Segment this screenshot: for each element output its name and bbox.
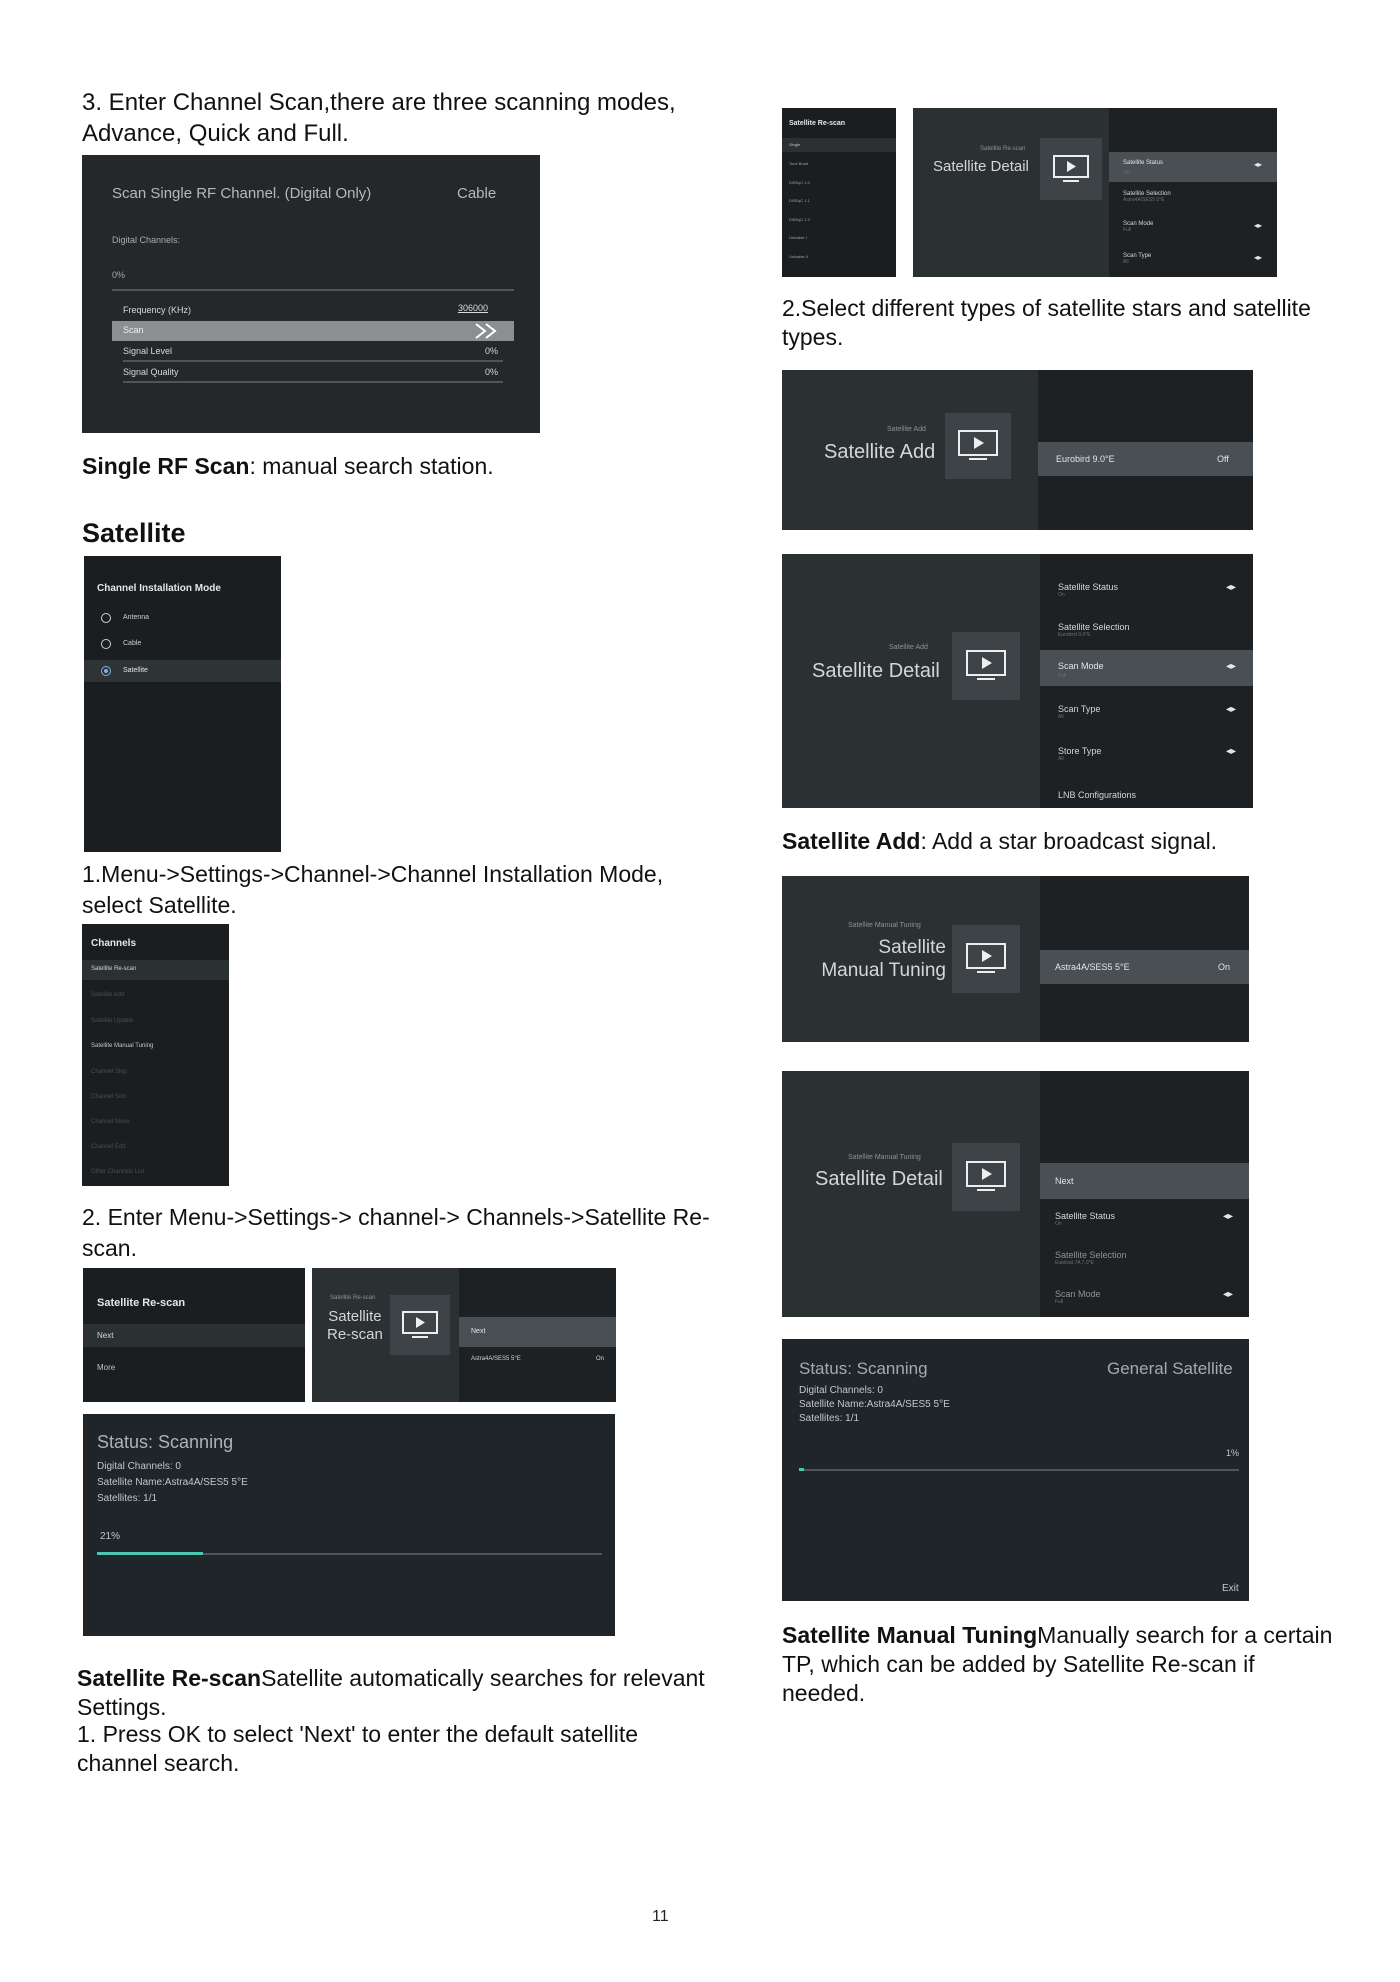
left-right-arrows-icon: ◂▸	[1226, 661, 1237, 672]
manual-scanning-percent: 1%	[1226, 1448, 1240, 1458]
tv-tile	[945, 413, 1011, 479]
rf-frequency-label: Frequency (KHz)	[123, 305, 192, 315]
manual-title	[806, 936, 946, 982]
single-rf-caption	[82, 452, 494, 481]
add-detail-lnb[interactable]: LNB Configurations	[1058, 790, 1137, 800]
rf-frequency-value[interactable]: 306000	[458, 303, 489, 313]
option-cable-label: Cable	[123, 640, 142, 647]
manual-scanning-exit[interactable]: Exit	[1222, 1583, 1239, 1594]
manual-scanning-digital: Digital Channels: 0	[799, 1385, 883, 1396]
double-chevron-right-icon	[472, 322, 504, 340]
add-detail-scantype-row[interactable]	[1058, 704, 1248, 720]
manual-satellite-row[interactable]	[1040, 950, 1249, 984]
scanning-satellites: Satellites: 1/1	[97, 1493, 158, 1504]
installation-mode-screenshot	[84, 556, 281, 852]
tv-play-icon	[964, 649, 1008, 683]
add-detail-storetype-sub: All	[1058, 756, 1064, 762]
manual-sat-name: Astra4A/SES5 5°E	[1055, 962, 1130, 972]
rescan-caption	[77, 1664, 707, 1722]
right-rescan-scanmode-label: Scan Mode	[1123, 221, 1154, 227]
channels-item-label: Satellite Re-scan	[91, 966, 137, 972]
radio-selected-icon	[101, 666, 111, 676]
single-rf-text: : manual search station.	[249, 453, 494, 479]
add-detail-status-row[interactable]	[1058, 582, 1248, 598]
add-panel	[1038, 370, 1253, 530]
rescan-menu-screenshot	[83, 1268, 305, 1402]
manual-detail-status-label: Satellite Status	[1055, 1211, 1116, 1221]
option-satellite-label: Satellite	[123, 667, 148, 674]
satellite-add-screenshot	[782, 370, 1253, 530]
manual-detail-status-sub: On	[1055, 1221, 1062, 1227]
manual-detail-small: Satellite Manual Tuning	[848, 1154, 921, 1161]
rf-title: Scan Single RF Channel. (Digital Only)	[112, 185, 372, 202]
add-detail-status-sub: On	[1058, 592, 1065, 598]
manual-title-1: Satellite	[878, 937, 946, 958]
tv-tile	[952, 632, 1020, 700]
manual-scanning-status: Status: Scanning	[799, 1359, 928, 1378]
add-detail-screenshot	[782, 554, 1253, 808]
add-detail-scanmode-label: Scan Mode	[1058, 661, 1104, 671]
manual-detail-selection-label: Satellite Selection	[1055, 1250, 1127, 1260]
channels-item-update[interactable]: Satellite Update	[91, 1018, 134, 1024]
rescan-detail-title-1: Satellite	[328, 1308, 382, 1325]
channels-item-manual[interactable]: Satellite Manual Tuning	[91, 1043, 154, 1049]
channels-item-skip[interactable]: Channel Skip	[91, 1069, 127, 1075]
add-small: Satellite Add	[887, 426, 926, 433]
right-rescan-panel	[1109, 108, 1277, 277]
option-antenna[interactable]	[84, 607, 281, 629]
channels-item-rescan[interactable]	[82, 960, 229, 980]
rescan-detail-title-2: Re-scan	[327, 1326, 383, 1343]
rf-progress-track	[112, 289, 514, 291]
left-right-arrows-icon: ◂▸	[1226, 704, 1237, 715]
rf-signal-level-bar	[123, 360, 503, 362]
right-rescan-selection-row[interactable]	[1123, 191, 1171, 203]
manual-scanning-sat-name: Satellite Name:Astra4A/SES5 5°E	[799, 1399, 950, 1410]
step2-text: 2. Enter Menu->Settings-> channel-> Channels->Satellite Re-scan.	[82, 1204, 710, 1261]
manual-text: Manually search for a certain TP, which can be added by Satellite Re-scan if needed.	[782, 1622, 1333, 1706]
rescan-menu-more[interactable]: More	[97, 1363, 116, 1372]
rescan-list-screenshot	[782, 108, 896, 277]
channels-item-add[interactable]: Satellite Add	[91, 992, 125, 998]
rf-scan-label: Scan	[123, 325, 144, 335]
right-rescan-status-sub: On	[1123, 170, 1130, 176]
tv-play-icon	[1051, 154, 1091, 184]
rescan-detail-screenshot	[312, 1268, 616, 1402]
right-rescan-status-row[interactable]	[1109, 152, 1277, 182]
manual-detail-scanmode-label: Scan Mode	[1055, 1289, 1101, 1299]
page-number: 11	[652, 1908, 669, 1925]
add-detail-storetype-label: Store Type	[1058, 746, 1102, 756]
right-rescan-selection-sub: Astra4A/SES5 5°E	[1123, 197, 1165, 203]
add-detail-storetype-row[interactable]	[1058, 746, 1248, 762]
rescan-list-single[interactable]	[782, 138, 896, 152]
step1-text: 1.Menu->Settings->Channel->Channel Installation Mode, select Satellite.	[82, 861, 664, 918]
manual-scanning-progress-fill	[799, 1468, 804, 1471]
add-detail-selection-label: Satellite Selection	[1058, 622, 1130, 632]
tv-play-icon	[964, 1160, 1008, 1194]
rescan-detail-sat-state: On	[596, 1356, 605, 1362]
add-satellite-row[interactable]	[1038, 442, 1253, 476]
manual-detail-panel	[1040, 1071, 1249, 1317]
left-right-arrows-icon: ◂▸	[1226, 746, 1237, 757]
right-step2-text: 2.Select different types of satellite stars and satellite types.	[782, 295, 1311, 350]
right-rescan-status-label: Satellite Status	[1123, 160, 1164, 166]
scanning-digital: Digital Channels: 0	[97, 1461, 181, 1472]
right-rescan-scanmode-row[interactable]	[1123, 221, 1273, 233]
rescan-list-diseqc11[interactable]: DiSEqC 1.1	[789, 198, 810, 203]
tv-play-icon	[956, 429, 1000, 463]
tv-play-icon	[400, 1310, 440, 1340]
rf-signal-level-label: Signal Level	[123, 346, 173, 356]
single-rf-bold: Single RF Scan	[82, 453, 250, 479]
rescan-list-title: Satellite Re-scan	[789, 120, 846, 127]
tv-tile	[952, 1143, 1020, 1211]
option-satellite[interactable]	[84, 660, 281, 682]
add-detail-panel	[1040, 554, 1253, 808]
rf-scan-row[interactable]	[112, 321, 514, 341]
add-detail-scanmode-sub: Full	[1058, 673, 1067, 679]
rescan-list-tone[interactable]: Tone Burst	[789, 161, 809, 166]
rescan-list-diseqc12[interactable]: DiSEqC 1.2	[789, 217, 810, 222]
manual-caption	[782, 1621, 1342, 1708]
rescan-detail-title	[327, 1308, 383, 1344]
press-ok-text: 1. Press OK to select 'Next' to enter the default satellite channel search.	[77, 1721, 639, 1776]
channels-item-move[interactable]: Channel Move	[91, 1119, 130, 1125]
right-rescan-title: Satellite Detail	[933, 158, 1029, 175]
tv-play-icon	[964, 942, 1008, 976]
rescan-bold: Satellite Re-scan	[77, 1665, 262, 1691]
rf-percent: 0%	[112, 270, 126, 280]
manual-detail-status-row[interactable]	[1055, 1211, 1245, 1227]
add-detail-scantype-sub: All	[1058, 714, 1064, 720]
rf-mode: Cable	[457, 185, 497, 202]
rf-scan-screenshot	[82, 155, 540, 433]
tv-tile	[390, 1295, 450, 1355]
add-title: Satellite Add	[824, 441, 936, 463]
manual-detail-selection-sub: Eutelsat 7A 7.0°E	[1055, 1260, 1094, 1266]
left-right-arrows-icon: ◂▸	[1223, 1211, 1234, 1222]
rf-signal-level-value: 0%	[485, 346, 499, 356]
add-detail-title: Satellite Detail	[812, 660, 940, 682]
add-detail-selection-sub: Eurobird 9.0°E	[1058, 632, 1091, 638]
channels-title: Channels	[91, 938, 137, 949]
add-caption	[782, 827, 1217, 856]
manual-detail-screenshot	[782, 1071, 1249, 1317]
rescan-detail-sat-name[interactable]: Astra4A/SES5 5°E	[471, 1356, 521, 1362]
rescan-list-unicable1[interactable]: Unicable I	[789, 235, 807, 240]
manual-bold: Satellite Manual Tuning	[782, 1622, 1038, 1648]
step3-text: 3. Enter Channel Scan,there are three scanning modes, Advance, Quick and Full.	[82, 89, 676, 147]
rescan-list-single-label: Single	[789, 142, 801, 147]
manual-title-2: Manual Tuning	[821, 960, 946, 981]
add-bold: Satellite Add	[782, 828, 921, 854]
tv-tile	[952, 925, 1020, 993]
radio-empty-icon	[101, 613, 111, 623]
add-sat-name: Eurobird 9.0°E	[1056, 454, 1115, 464]
manual-small: Satellite Manual Tuning	[848, 922, 921, 929]
channels-item-sort[interactable]: Channel Sort	[91, 1094, 127, 1100]
scanning-progress-track	[97, 1553, 602, 1555]
manual-scanning-screenshot	[782, 1339, 1249, 1601]
right-rescan-scantype-label: Scan Type	[1123, 253, 1152, 259]
option-cable[interactable]	[84, 633, 281, 655]
right-rescan-small: Satellite Re-scan	[980, 146, 1026, 152]
manual-scanning-satellites: Satellites: 1/1	[799, 1413, 860, 1424]
manual-sat-state: On	[1218, 962, 1231, 972]
rescan-detail-next-label: Next	[471, 1328, 486, 1335]
add-detail-selection-row[interactable]	[1058, 622, 1248, 638]
option-antenna-label: Antenna	[123, 614, 150, 621]
add-detail-scantype-label: Scan Type	[1058, 704, 1101, 714]
rescan-detail-next[interactable]	[459, 1317, 616, 1347]
manual-detail-title: Satellite Detail	[815, 1168, 943, 1190]
satellite-heading: Satellite	[82, 518, 186, 548]
add-text: : Add a star broadcast signal.	[920, 828, 1218, 854]
rescan-list-unicable2[interactable]: Unicable II	[789, 254, 808, 259]
manual-detail-scanmode-row[interactable]	[1055, 1289, 1245, 1305]
rf-signal-quality-label: Signal Quality	[123, 367, 179, 377]
manual-scanning-progress-track	[799, 1469, 1239, 1471]
rf-digital-channels: Digital Channels:	[112, 235, 181, 245]
rf-signal-quality-bar	[123, 381, 503, 383]
radio-empty-icon	[101, 639, 111, 649]
scanning-sat-name: Satellite Name:Astra4A/SES5 5°E	[97, 1477, 248, 1488]
rescan-detail-panel	[459, 1268, 616, 1402]
scanning-status: Status: Scanning	[97, 1432, 234, 1452]
add-sat-state: Off	[1217, 454, 1229, 464]
rescan-list-diseqc10[interactable]: DiSEqC 1.0	[789, 180, 810, 185]
scanning-progress-fill	[97, 1552, 203, 1555]
left-right-arrows-icon: ◂▸	[1226, 582, 1237, 593]
right-rescan-detail-screenshot	[913, 108, 1277, 277]
manual-detail-next[interactable]	[1040, 1163, 1249, 1199]
right-rescan-scantype-sub: All	[1123, 259, 1129, 265]
right-rescan-scantype-row[interactable]	[1123, 253, 1273, 265]
add-detail-status-label: Satellite Status	[1058, 582, 1119, 592]
manual-panel	[1040, 876, 1249, 1042]
scanning-percent: 21%	[100, 1531, 121, 1542]
channels-screenshot	[82, 924, 229, 1186]
channels-item-edit[interactable]: Channel Edit	[91, 1144, 126, 1150]
rescan-text: Satellite automatically searches for relevant Settings.	[77, 1665, 705, 1720]
rf-signal-quality-value: 0%	[485, 367, 499, 377]
rescan-menu-title: Satellite Re-scan	[97, 1297, 186, 1309]
rescan-detail-small: Satellite Re-scan	[330, 1295, 376, 1301]
channels-item-other[interactable]: Other Channels List	[91, 1169, 145, 1175]
add-detail-small: Satellite Add	[889, 644, 928, 651]
manual-tuning-screenshot	[782, 876, 1249, 1042]
manual-detail-scanmode-sub: Full	[1055, 1299, 1064, 1305]
manual-scanning-type: General Satellite	[1107, 1359, 1233, 1378]
right-rescan-selection-label: Satellite Selection	[1123, 191, 1171, 197]
manual-detail-next-label: Next	[1055, 1176, 1074, 1186]
right-rescan-scanmode-sub: Full	[1123, 227, 1132, 233]
rescan-menu-next-label: Next	[97, 1331, 114, 1340]
tv-tile	[1040, 138, 1102, 200]
add-detail-scanmode-row[interactable]	[1040, 650, 1253, 686]
left-right-arrows-icon: ◂▸	[1254, 221, 1263, 230]
installation-title: Channel Installation Mode	[97, 583, 221, 594]
rescan-menu-next[interactable]	[83, 1324, 305, 1347]
manual-detail-selection-row[interactable]	[1055, 1250, 1245, 1266]
left-right-arrows-icon: ◂▸	[1223, 1289, 1234, 1300]
left-right-arrows-icon: ◂▸	[1254, 253, 1263, 262]
left-right-arrows-icon: ◂▸	[1254, 160, 1263, 169]
scanning-screenshot	[83, 1414, 615, 1636]
